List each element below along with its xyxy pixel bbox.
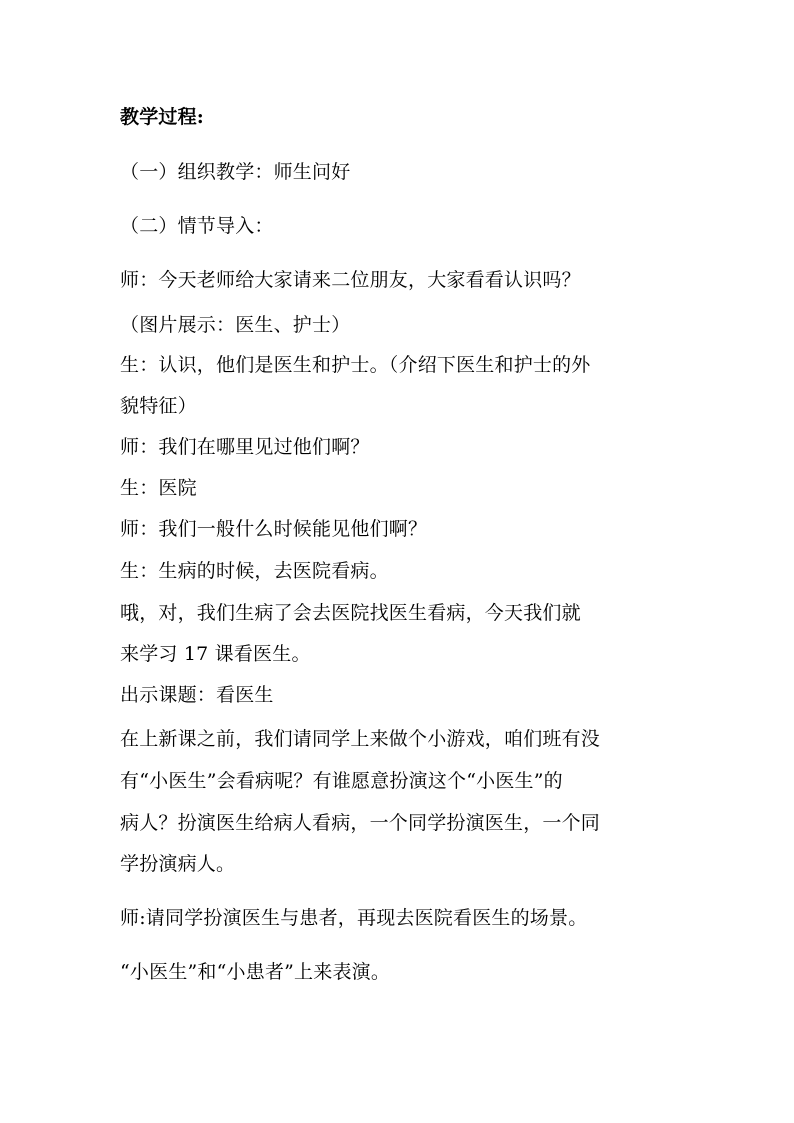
paragraph-line: 病人？扮演医生给病人看病，一个同学扮演医生，一个同 [120, 812, 601, 834]
paragraph-line: （一）组织教学：师生问好 [120, 161, 351, 183]
paragraph-line: 生：医院 [120, 477, 197, 499]
paragraph-line: 貌特征） [120, 395, 197, 417]
paragraph-line: 师：我们在哪里见过他们啊？ [120, 436, 370, 458]
paragraph-line: （二）情节导入： [120, 215, 274, 237]
paragraph-line: 师:请同学扮演医生与患者，再现去医院看医生的场景。 [120, 907, 588, 929]
paragraph-line: 有“小医生”会看病呢？有谁愿意扮演这个“小医生”的 [120, 770, 563, 792]
paragraph-line: 生：认识，他们是医生和护士。（介绍下医生和护士的外 [120, 354, 591, 376]
paragraph-line: 在上新课之前，我们请同学上来做个小游戏，咱们班有没 [120, 728, 601, 750]
paragraph-line: 生：生病的时候，去医院看病。 [120, 560, 389, 582]
paragraph-line: 师：今天老师给大家请来二位朋友，大家看看认识吗？ [120, 269, 581, 291]
paragraph-line: 学扮演病人。 [120, 853, 236, 875]
paragraph-line: 师：我们一般什么时候能见他们啊？ [120, 518, 428, 540]
paragraph-line: 出示课题：看医生 [120, 684, 274, 706]
paragraph-line: 来学习 17 课看医生。 [120, 643, 311, 665]
paragraph-line: （图片展示：医生、护士） [120, 314, 351, 336]
section-heading: 教学过程: [120, 106, 205, 128]
paragraph-line: “小医生”和“小患者”上来表演。 [120, 961, 391, 983]
paragraph-line: 哦，对，我们生病了会去医院找医生看病，今天我们就 [120, 602, 581, 624]
